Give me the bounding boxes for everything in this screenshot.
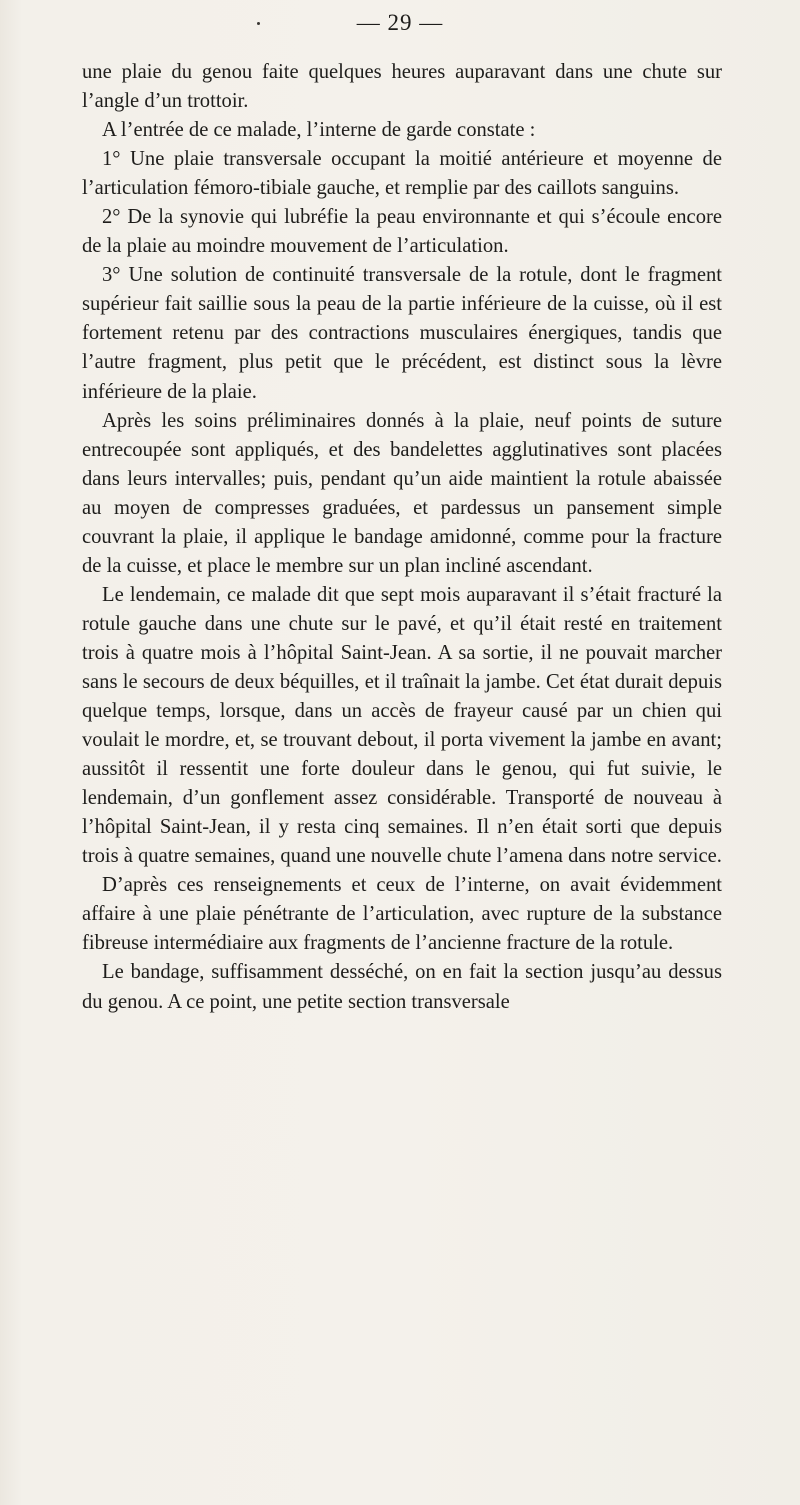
- paragraph: Après les soins préliminaires donnés à la plaie, neuf points de suture entrecoupée sont appliqués, et des bandelettes agglutinatives sont placées dans leurs intervalles; puis, pendant qu’un aide maintient la rotule abaissée au moyen de compresses graduées, et pardessus un pansement simple couvrant la plaie, il applique le bandage amidonné, comme pour la fracture de la cuisse, et place le membre sur un plan incliné ascendant.: [82, 409, 722, 577]
- paragraph: A l’entrée de ce malade, l’interne de garde constate :: [102, 119, 536, 142]
- paragraph-item-3: 3° Une solution de continuité transversale de la rotule, dont le fragment supérieur fait saillie sous la peau de la partie inférieure de la cuisse, où il est fortement retenu par des contractions musculaires énergiques, tandis que l’autre fragment, plus petit que le précédent, est distinct sous la lèvre inférieure de la plaie.: [82, 264, 722, 403]
- paragraph-item-1: 1° Une plaie transversale occupant la moitié antérieure et moyenne de l’articulation fémoro-tibiale gauche, et remplie par des caillots sanguins.: [82, 148, 722, 200]
- paragraph-continued: une plaie du genou faite quelques heures auparavant dans une chute sur l’angle d’un trottoir.: [82, 61, 722, 113]
- paragraph-item-2: 2° De la synovie qui lubréfie la peau environnante et qui s’écoule encore de la plaie au moindre mouvement de l’articulation.: [82, 206, 722, 258]
- body-text: [82, 58, 722, 1017]
- paragraph-last: Le bandage, suffisamment desséché, on en fait la section jusqu’au dessus du genou. A ce point, une petite section transversale: [82, 961, 722, 1013]
- page-number: — 29 —: [356, 10, 444, 35]
- paragraph: Le lendemain, ce malade dit que sept mois auparavant il s’était fracturé la rotule gauche dans une chute sur le pavé, et qu’il était resté en traitement trois à quatre mois à l’hôpital Saint-Jean. A sa sortie, il ne pouvait marcher sans le secours de deux béquilles, et il traînait la jambe. Cet état durait depuis quelque temps, lorsque, dans un accès de frayeur causé par un chien qui voulait le mordre, et, se trouvant debout, il porta vivement la jambe en avant; aussitôt il ressentit une forte douleur dans le genou, qui fut suivie, le lendemain, d’un gonflement assez considérable. Transporté de nouveau à l’hôpital Saint-Jean, il y resta cinq semaines. Il n’en était sorti que depuis trois à quatre semaines, quand une nouvelle chute l’amena dans notre service.: [82, 583, 722, 868]
- paragraph: D’après ces renseignements et ceux de l’interne, on avait évidemment affaire à une plaie pénétrante de l’articulation, avec rupture de la substance fibreuse intermédiaire aux fragments de l’ancienne fracture de la rotule.: [82, 874, 722, 955]
